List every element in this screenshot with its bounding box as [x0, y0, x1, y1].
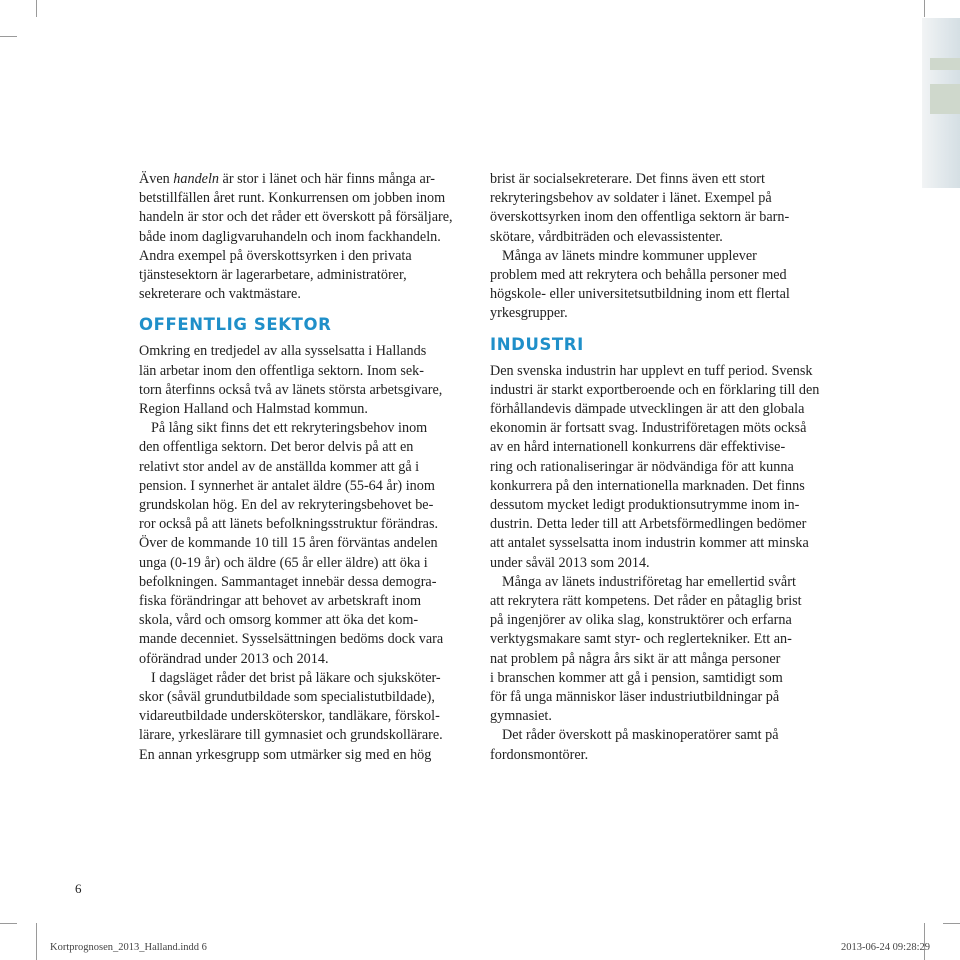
crop-mark — [0, 36, 17, 37]
text-line: fordonsmontörer. — [490, 746, 589, 763]
left-column — [139, 170, 479, 765]
text-line: Många av länets industriföretag har emellertid svårt — [502, 573, 796, 590]
text-line: högskole- eller universitetsutbildning inom ett flertal — [490, 286, 790, 303]
text-run: sekreterare och vaktmästare. — [139, 286, 301, 303]
text-line: för få unga människor läser industriutbildningar på — [490, 689, 780, 706]
text-line: unga (0-19 år) och äldre (65 år eller äldre) att öka i — [139, 554, 428, 571]
paragraph — [490, 247, 830, 324]
crop-mark — [0, 923, 17, 924]
text-run: handeln är stor och det råder ett överskott på försäljare, — [139, 209, 453, 226]
text-line: Omkring en tredjedel av alla sysselsatta i Hallands — [139, 343, 427, 360]
text-line: befolkningen. Sammantaget innebär dessa demogra- — [139, 573, 437, 590]
text-line: På lång sikt finns det ett rekryteringsbehov inom — [151, 420, 428, 437]
text-line: överskottsyrken inom den offentliga sektorn är barn- — [490, 209, 790, 226]
text-line: ror också på att länets befolkningsstruktur förändras. — [139, 516, 439, 533]
paragraph — [490, 362, 830, 573]
text-run: är stor i länet och här finns många ar- — [219, 171, 435, 187]
text-line: dessutom mycket ledigt produktionsutrymme inom in- — [490, 497, 800, 514]
text-line: vidareutbildade undersköterskor, tandläkare, förskol- — [139, 708, 440, 725]
slug-file-name: Kortprognosen_2013_Halland.indd 6 — [50, 942, 207, 953]
text-line: Många av länets mindre kommuner upplever — [502, 247, 757, 264]
text-line: brist är socialsekreterare. Det finns även ett stort — [490, 171, 765, 187]
text-line: ring och rationaliseringar är nödvändiga för att kunna — [490, 458, 794, 475]
crop-mark — [943, 923, 960, 924]
text-line: i branschen kommer att gå i pension, samtidigt som — [490, 669, 783, 686]
text-line — [139, 266, 479, 285]
text-line: verktygsmakare samt styr- och reglertekniker. Ett an- — [490, 631, 792, 648]
text-run: Även — [139, 171, 174, 187]
text-line: nat problem på några års sikt är att många personer — [490, 650, 781, 667]
italic-text: handeln — [173, 171, 219, 187]
text-line: skola, vård och omsorg kommer att öka det kom- — [139, 612, 419, 629]
text-line: att rekrytera rätt kompetens. Det råder en påtaglig brist — [490, 593, 802, 610]
text-run: betstillfällen året runt. Konkurrensen om jobben inom — [139, 190, 446, 207]
text-line: Det råder överskott på maskinoperatörer samt på — [502, 727, 779, 744]
paragraph — [139, 669, 479, 765]
paragraph — [490, 573, 830, 727]
text-line: skor (såväl grundutbildade som specialistutbildade), — [139, 689, 435, 706]
text-line: att antalet sysselsatta inom industrin kommer att minska — [490, 535, 809, 552]
text-line: under såväl 2013 som 2014. — [490, 554, 650, 571]
paragraph — [490, 726, 830, 764]
paragraph — [139, 419, 479, 669]
text-line: förhållandevis dämpade utvecklingen är att den globala — [490, 401, 805, 418]
text-line: grundskolan hög. En del av rekryteringsbehovet be- — [139, 497, 434, 514]
paragraph — [139, 342, 479, 419]
text-line: Den svenska industrin har upplevt en tuff period. Svensk — [490, 362, 813, 379]
text-line: torn återfinns också två av länets största arbetsgivare, — [139, 381, 443, 398]
text-line: problem med att rekrytera och behålla personer med — [490, 267, 787, 284]
text-line — [139, 208, 479, 227]
text-line: lärare, yrkeslärare till gymnasiet och grundskollärare. — [139, 727, 443, 744]
text-line: av en hård internationell konkurrens där effektivise- — [490, 439, 786, 456]
page-number: 6 — [75, 881, 82, 896]
text-line: den offentliga sektorn. Det beror delvis på att en — [139, 439, 414, 456]
slug-timestamp: 2013-06-24 09:28:29 — [841, 942, 930, 953]
paragraph — [490, 170, 830, 247]
text-line: pension. I synnerhet är antalet äldre (55-64 år) inom — [139, 477, 435, 494]
text-line: mande decenniet. Sysselsättningen bedöms dock vara — [139, 631, 444, 648]
text-run: Andra exempel på överskottsyrken i den privata — [139, 247, 412, 264]
text-line: yrkesgrupper. — [490, 305, 568, 322]
section-heading-offentlig-sektor: OFFENTLIG SEKTOR — [139, 315, 332, 335]
text-line: industri är starkt exportberoende och en förklaring till den — [490, 381, 820, 398]
text-line: En annan yrkesgrupp som utmärker sig med en hög — [139, 746, 432, 763]
text-line — [139, 228, 479, 247]
paragraph — [139, 170, 479, 304]
text-line: på ingenjörer av olika slag, konstruktörer och erfarna — [490, 612, 792, 629]
text-line: fiska förändringar att behovet av arbetskraft inom — [139, 593, 422, 610]
text-line — [139, 170, 479, 189]
text-line: Över de kommande 10 till 15 åren förväntas andelen — [139, 535, 438, 552]
crop-mark — [36, 923, 37, 960]
text-line: ekonomin är fortsatt svag. Industriföretagen möts också — [490, 420, 807, 437]
section-heading-industri: INDUSTRI — [490, 334, 584, 354]
text-line: oförändrad under 2013 och 2014. — [139, 650, 329, 667]
text-line: Region Halland och Halmstad kommun. — [139, 401, 368, 418]
text-line — [139, 247, 479, 266]
text-line — [139, 189, 479, 208]
text-line: I dagsläget råder det brist på läkare och sjuksköter- — [151, 669, 441, 686]
text-line: skötare, vårdbiträden och elevassistenter. — [490, 228, 723, 245]
text-line: dustrin. Detta leder till att Arbetsförmedlingen bedömer — [490, 516, 807, 533]
text-line — [139, 285, 479, 304]
right-column — [490, 170, 830, 765]
bleed-image-edge — [922, 18, 960, 188]
text-run: både inom dagligvaruhandeln och inom fackhandeln. — [139, 228, 441, 245]
crop-mark — [924, 0, 925, 17]
text-line: konkurrera på den internationella marknaden. Det finns — [490, 477, 805, 494]
text-line: relativt stor andel av de anställda kommer att gå i — [139, 458, 420, 475]
text-run: tjänstesektorn är lagerarbetare, administratörer, — [139, 267, 407, 284]
text-line: gymnasiet. — [490, 708, 552, 725]
text-line: rekryteringsbehov av soldater i länet. Exempel på — [490, 190, 772, 207]
text-line: län arbetar inom den offentliga sektorn. Inom sek- — [139, 362, 424, 379]
crop-mark — [36, 0, 37, 17]
